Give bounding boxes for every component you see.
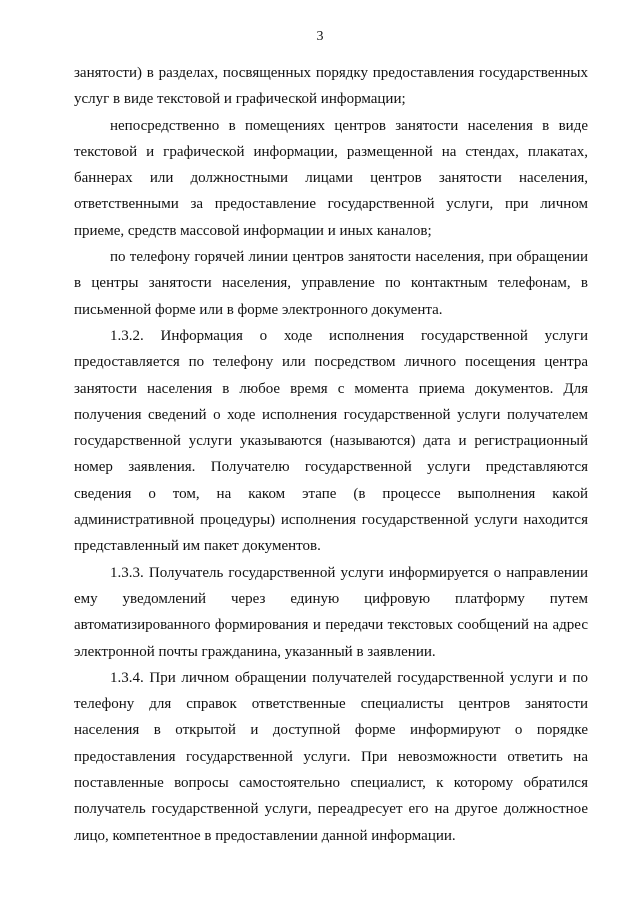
page-number: 3 <box>316 29 324 44</box>
paragraph-continuation: занятости) в разделах, посвященных порядку предоставления государственных услуг в виде текстовой и графической информации; <box>74 65 588 108</box>
paragraph-1-3-4: 1.3.4. При личном обращении получателей государственной услуги и по телефону для справок ответственные специалисты центров занятости населения в открытой и доступной форме информируют о порядке предоставления государственной услуги. При невозможности ответить на поставленные вопросы самостоятельно специалист, к которому обратился получатель государственной услуги, переадресует его на другое должностное лицо, компетентное в предоставлении данной информации. <box>74 669 588 844</box>
document-body <box>74 60 588 849</box>
paragraph-1-3-3: 1.3.3. Получатель государственной услуги информируется о направлении ему уведомлений через единую цифровую платформу путем автоматизированного формирования и передачи текстовых сообщений на адрес электронной почты гражданина, указанный в заявлении. <box>74 564 588 660</box>
paragraph-1-3-2: 1.3.2. Информация о ходе исполнения государственной услуги предоставляется по телефону или посредством личного посещения центра занятости населения в любое время с момента приема документов. Для получения сведений о ходе исполнения государственной услуги получателем государственной услуги указываются (называются) дата и регистрационный номер заявления. Получателю государственной услуги представляются сведения о том, на каком этапе (в процессе выполнения какой административной процедуры) исполнения государственной услуги находится представленный им пакет документов. <box>74 327 588 555</box>
paragraph-hotline-info: по телефону горячей линии центров занятости населения, при обращении в центры занятости населения, управление по контактным телефонам, в письменной форме или в форме электронного документа. <box>74 249 588 318</box>
paragraph-premises-info: непосредственно в помещениях центров занятости населения в виде текстовой и графической информации, размещенной на стендах, плакатах, баннерах или должностными лицами центров занятости населения, ответственными за предоставление государственной услуги, при личном приеме, средств массовой информации и иных каналов; <box>74 117 588 239</box>
